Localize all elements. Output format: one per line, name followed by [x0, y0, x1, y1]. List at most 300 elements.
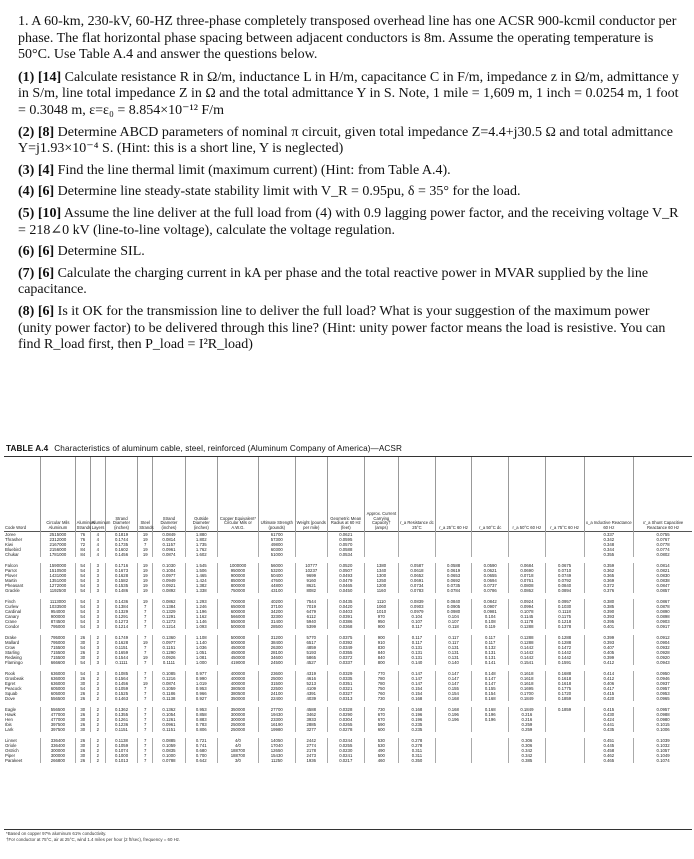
- table-cell: 1340: [364, 568, 399, 573]
- column-header: Code Word: [5, 525, 27, 531]
- table-cell: 0.0821: [634, 568, 692, 573]
- table-cell: 54: [75, 609, 90, 614]
- table-cell: 1250: [364, 578, 399, 583]
- table-cell: 57300: [258, 537, 295, 542]
- table-cell: 0.385: [509, 758, 546, 763]
- table-cell: 1.465: [185, 573, 217, 578]
- table-cell: 0.1436: [105, 599, 137, 604]
- table-cell: 0.0570: [327, 542, 364, 547]
- table-cell: 0.0904: [634, 640, 692, 645]
- table-cell: 0.117: [472, 635, 509, 640]
- table-cell: 874500: [41, 619, 76, 624]
- table-cell: 0.0241: [327, 753, 364, 758]
- table-cell: 3: [90, 614, 105, 619]
- table-cell: 0.1273: [153, 619, 185, 624]
- table-cell: 7: [138, 707, 153, 712]
- table-cell: 60300: [258, 547, 295, 552]
- table-cell: 84: [75, 552, 90, 557]
- table-cell: Flamingo: [5, 660, 23, 665]
- table-cell: 0.1602: [105, 547, 137, 552]
- table-cell: Finch: [5, 599, 16, 604]
- table-cell: 0.0932: [634, 645, 692, 650]
- table-cell: 0.196: [435, 712, 472, 717]
- table-cell: 1110: [364, 599, 399, 604]
- table-cell: 28500: [258, 624, 295, 629]
- table-cell: 7: [138, 727, 153, 732]
- table-cell: 6479: [295, 609, 327, 614]
- table-cell: 0.420: [584, 696, 634, 701]
- table-cell: 19980: [258, 727, 295, 732]
- table-cell: 0.1138: [153, 696, 185, 701]
- table-cell: 477000: [41, 712, 76, 717]
- table-cell: 7: [138, 650, 153, 655]
- table-cell: 0.148: [472, 671, 509, 676]
- column-header: x'_a Shunt Capacitive Reactance 60 Hz: [634, 457, 692, 532]
- table-cell: 0.0372: [327, 655, 364, 660]
- table-cell: 0.415: [584, 707, 634, 712]
- table-cell: 750000: [217, 588, 258, 593]
- table-cell: 26: [75, 738, 90, 743]
- table-cell: 460: [364, 758, 399, 763]
- table-cell: 0.117: [399, 640, 436, 645]
- table-cell: 0.0690: [509, 568, 546, 573]
- table-cell: 26: [75, 748, 90, 753]
- table-cell: 188700: [217, 753, 258, 758]
- table-cell: 0.1085: [153, 671, 185, 676]
- table-cell: 2167000: [41, 542, 76, 547]
- table-cell: Piper: [5, 753, 16, 758]
- problem-item: [18, 70, 680, 120]
- table-cell: 0.458: [584, 748, 634, 753]
- table-cell: 0.344: [584, 547, 634, 552]
- table-cell: 4588: [295, 707, 327, 712]
- table-cell: 4/0: [217, 743, 258, 748]
- table-cell: 0.0907: [472, 604, 509, 609]
- table-cell: 0.0903: [634, 619, 692, 624]
- table-cell: 0.0961: [153, 547, 185, 552]
- table-cell: 900: [364, 624, 399, 629]
- table-cell: 0.1525: [105, 691, 137, 696]
- table-cell: 0.1618: [509, 671, 546, 676]
- table-cell: 0.0403: [327, 609, 364, 614]
- table-cell: 0.1216: [153, 676, 185, 681]
- table-cell: 2: [90, 676, 105, 681]
- table-cell: Linnet: [5, 738, 17, 743]
- table-cell: 19430: [258, 712, 295, 717]
- table-cell: 0.1032: [634, 743, 692, 748]
- table-cell: 1.051: [185, 650, 217, 655]
- table-cell: 0.0849: [153, 532, 185, 538]
- table-cell: 0.0847: [634, 583, 692, 588]
- table-cell: 0.369: [584, 578, 634, 583]
- table-cell: 0.119: [472, 624, 509, 629]
- table-cell: 556500: [41, 707, 76, 712]
- table-cell: 31200: [258, 635, 295, 640]
- table-cell: 7: [138, 696, 153, 701]
- table-cell: 2: [90, 722, 105, 727]
- table-cell: 0.0465: [327, 583, 364, 588]
- table-cell: 2: [90, 640, 105, 645]
- table-cell: 830: [364, 645, 399, 650]
- table-cell: 0.462: [584, 753, 634, 758]
- table-cell: 54: [75, 604, 90, 609]
- table-cell: 0.147: [399, 676, 436, 681]
- table-cell: 397500: [41, 722, 76, 727]
- table-cell: 0.168: [399, 707, 436, 712]
- table-cell: 7: [138, 758, 153, 763]
- table-cell: 26: [75, 722, 90, 727]
- table-cell: 1113000: [41, 599, 76, 604]
- table-cell: 0.424: [584, 717, 634, 722]
- table-cell: 0.1849: [509, 707, 546, 712]
- table-cell: 0.927: [185, 696, 217, 701]
- table-cell: Joree: [5, 532, 16, 537]
- table-cell: 0.1074: [634, 758, 692, 763]
- table-cell: 0.306: [509, 743, 546, 748]
- table-cell: 0.1291: [153, 614, 185, 619]
- table-cell: 556500: [41, 696, 76, 701]
- table-cell: 0.0867: [634, 599, 692, 604]
- table-cell: 3: [90, 686, 105, 691]
- table-cell: 670: [364, 717, 399, 722]
- table-cell: 0.311: [399, 753, 436, 758]
- table-cell: 34600: [258, 655, 295, 660]
- table-cell: 7: [138, 691, 153, 696]
- table-cell: 0.131: [399, 655, 436, 660]
- table-cell: 0.1849: [509, 696, 546, 701]
- table-cell: 0.0290: [327, 712, 364, 717]
- table-cell: 1300: [364, 573, 399, 578]
- table-cell: 26: [75, 712, 90, 717]
- table-cell: 380500: [217, 691, 258, 696]
- column-header: Geometric Mean Radius at 60 Hz (feet): [327, 457, 364, 532]
- table-cell: 37100: [258, 604, 295, 609]
- table-cell: 0.0479: [327, 578, 364, 583]
- table-cell: 0.259: [509, 727, 546, 732]
- table-cell: 8082: [295, 588, 327, 593]
- table-cell: Lark: [5, 727, 14, 732]
- table-cell: 25000: [258, 676, 295, 681]
- table-cell: 3277: [295, 727, 327, 732]
- table-cell: 4859: [295, 645, 327, 650]
- table-cell: 0.414: [584, 671, 634, 676]
- table-cell: 0.0520: [327, 563, 364, 568]
- table-cell: 0.399: [584, 635, 634, 640]
- table-cell: 0.342: [509, 748, 546, 753]
- table-cell: 0.1463: [105, 696, 137, 701]
- table-cell: 51000: [258, 552, 295, 557]
- table-cell: 3: [90, 573, 105, 578]
- problem-item-text: Calculate the charging current in kA per phase and the total reactive power in MVAR supplied by the line capacitance.: [18, 265, 649, 298]
- table-cell: 1.735: [185, 542, 217, 547]
- table-cell: 4: [90, 542, 105, 547]
- table-cell: 730: [364, 707, 399, 712]
- table-cell: 0.155: [435, 686, 472, 691]
- table-cell: 650000: [217, 604, 258, 609]
- table-cell: 0.104: [435, 614, 472, 619]
- table-cell: 30: [75, 640, 90, 645]
- table-cell: 56000: [258, 563, 295, 568]
- table-cell: 22500: [258, 686, 295, 691]
- problem-item: [18, 163, 680, 180]
- table-cell: 0.445: [584, 743, 634, 748]
- table-cell: 5940: [295, 619, 327, 624]
- table-cell: 24100: [258, 691, 295, 696]
- table-header-row: [4, 457, 692, 532]
- table-cell: 0.0313: [327, 696, 364, 701]
- table-cell: 0.0838: [634, 578, 692, 583]
- table-cell: 19: [138, 563, 153, 568]
- table-cell: 0.0493: [327, 573, 364, 578]
- table-cell: 1.802: [185, 537, 217, 542]
- table-cell: 30: [75, 743, 90, 748]
- table-cell: 0.0392: [327, 640, 364, 645]
- table-cell: 0.0621: [327, 532, 364, 538]
- table-cell: 4: [90, 537, 105, 542]
- table-cell: 2156000: [41, 547, 76, 552]
- table-cell: 1936: [295, 758, 327, 763]
- table-cell: Eagle: [5, 707, 16, 712]
- table-cell: 0.1059: [153, 686, 185, 691]
- table-cell: 0.1111: [105, 660, 137, 665]
- table-cell: 0.1175: [545, 614, 584, 619]
- table-cell: 0.196: [399, 717, 436, 722]
- column-header: Strand Diameter (inches): [153, 457, 185, 532]
- table-cell: 3: [90, 583, 105, 588]
- table-cell: 7: [138, 660, 153, 665]
- table-cell: 0.0808: [509, 583, 546, 588]
- table-cell: 4109: [295, 686, 327, 691]
- table-cell: 605000: [41, 691, 76, 696]
- table-cell: 636000: [41, 676, 76, 681]
- table-cell: 400000: [217, 671, 258, 676]
- table-cell: 19: [138, 588, 153, 593]
- table-cell: 1.506: [185, 568, 217, 573]
- table-cell: Squab: [5, 691, 18, 696]
- table-cell: 950: [364, 619, 399, 624]
- table-cell: Oriole: [5, 743, 17, 748]
- table-cell: 3: [90, 563, 105, 568]
- table-cell: 0.154: [399, 691, 436, 696]
- table-cell: 9699: [295, 573, 327, 578]
- table-cell: 15430: [258, 753, 295, 758]
- table-cell: 500000: [217, 635, 258, 640]
- table-cell: 4391: [295, 691, 327, 696]
- table-cell: 7: [138, 671, 153, 676]
- table-cell: [545, 758, 584, 763]
- table-cell: 0.154: [399, 686, 436, 691]
- table-cell: 8621: [295, 583, 327, 588]
- table-cell: 0.953: [185, 686, 217, 691]
- table-cell: 11250: [258, 758, 295, 763]
- table-cell: 600000: [217, 609, 258, 614]
- table-cell: 0.0842: [472, 599, 509, 604]
- table-cell: 44800: [258, 583, 295, 588]
- table-cell: 0.278: [399, 738, 436, 743]
- table-cell: Cardinal: [5, 609, 22, 614]
- table-cell: 54: [75, 624, 90, 629]
- table-cell: 0.107: [399, 619, 436, 624]
- table-cell: 954000: [41, 609, 76, 614]
- table-cell: 0.168: [399, 696, 436, 701]
- table-cell: 0.1442: [545, 650, 584, 655]
- table-cell: 350000: [217, 707, 258, 712]
- table-cell: 300000: [41, 748, 76, 753]
- table-cell: 2: [90, 681, 105, 686]
- column-header: Steel Strands: [138, 457, 153, 532]
- table-cell: 19: [138, 578, 153, 583]
- table-cell: 0.1145: [509, 614, 546, 619]
- table-cell: 54: [75, 671, 90, 676]
- table-cell: 5770: [295, 635, 327, 640]
- table-cell: 780: [364, 676, 399, 681]
- table-cell: 3: [90, 568, 105, 573]
- table-cell: 0.147: [435, 676, 472, 681]
- column-header: r_a 25°C 60 Hz: [435, 457, 472, 532]
- table-cell: 0.196: [472, 717, 509, 722]
- table-cell: Martin: [5, 578, 17, 583]
- table-cell: 0.0921: [153, 583, 185, 588]
- table-cell: 0.1074: [105, 748, 137, 753]
- table-cell: 24500: [258, 660, 295, 665]
- table-cell: 5865: [295, 655, 327, 660]
- table-cell: 0.399: [584, 655, 634, 660]
- table-cell: 0.131: [472, 650, 509, 655]
- table-cell: 350000: [217, 696, 258, 701]
- table-cell: 0.342: [509, 753, 546, 758]
- table-cell: 30: [75, 681, 90, 686]
- table-cell: 53200: [258, 568, 295, 573]
- table-cell: 0.0840: [435, 599, 472, 604]
- table-cell: Condor: [5, 624, 20, 629]
- table-cell: 566000: [217, 614, 258, 619]
- table-cell: 0.1456: [105, 552, 137, 557]
- table-cell: Mallard: [5, 640, 20, 645]
- table-cell: 0.0619: [435, 568, 472, 573]
- conductor-table: [4, 457, 692, 763]
- table-cell: 0.0761: [509, 578, 546, 583]
- table-cell: 970: [364, 614, 399, 619]
- table-cell: 0.0894: [545, 588, 584, 593]
- table-cell: 0.0265: [327, 722, 364, 727]
- table-cell: 0.147: [435, 671, 472, 676]
- table-cell: 0.1362: [153, 707, 185, 712]
- table-cell: 0.0375: [327, 635, 364, 640]
- table-cell: 0.0878: [634, 604, 692, 609]
- table-cell: 530: [364, 743, 399, 748]
- table-cell: 0.0980: [634, 717, 692, 722]
- table-cell: 54: [75, 599, 90, 604]
- table-cell: Grosbeak: [5, 676, 24, 681]
- table-cell: 0.0890: [634, 609, 692, 614]
- table-cell: Pheasant: [5, 583, 24, 588]
- table-cell: 19: [138, 681, 153, 686]
- table-cell: 0.1582: [105, 578, 137, 583]
- column-header: x_a Inductive Reactance 60 Hz: [584, 457, 634, 532]
- table-cell: 0.0337: [327, 660, 364, 665]
- table-cell: 0.0435: [327, 599, 364, 604]
- problem-item-text: Is it OK for the transmission line to deliver the full load? What is your suggestion of the maximum power (unity power factor) to be delivered through this line? (Hint: unity power factor means the load is resistive. You can find R_load first, then P_load = I²R_load): [18, 303, 666, 353]
- table-cell: 0.131: [472, 655, 509, 660]
- table-cell: 0.1059: [105, 686, 137, 691]
- table-cell: 0.407: [584, 645, 634, 650]
- table-cell: 3: [90, 609, 105, 614]
- table-cell: 19: [138, 583, 153, 588]
- table-cell: 61700: [258, 532, 295, 538]
- table-cell: 0.0928: [634, 650, 692, 655]
- table-cell: 19: [138, 640, 153, 645]
- problem-item-number: (5) [10]: [18, 205, 62, 221]
- table-cell: 3: [90, 624, 105, 629]
- table-cell: 0.168: [435, 696, 472, 701]
- table-cell: 7544: [295, 599, 327, 604]
- problem-item-text: Assume the line deliver at the full load from (4) with 0.9 lagging power factor, and the receiving voltage V_R = 218∠0 kV (line-to-line voltage), calculate the voltage regulation.: [18, 205, 679, 238]
- problem-item-text: Determine SIL.: [57, 244, 145, 260]
- table-cell: 0.0920: [634, 655, 692, 660]
- table-cell: 0.1290: [153, 650, 185, 655]
- table-cell: Drake: [5, 635, 17, 640]
- table-cell: 0.465: [584, 758, 634, 763]
- table-cell: 1.762: [185, 547, 217, 552]
- table-cell: 300000: [217, 712, 258, 717]
- table-cell: 26: [75, 635, 90, 640]
- table-cell: 2312000: [41, 537, 76, 542]
- table-cell: 0.1214: [153, 624, 185, 629]
- table-cell: 0.140: [399, 660, 436, 665]
- table-cell: 2: [90, 717, 105, 722]
- table-cell: 0.1695: [509, 686, 546, 691]
- table-cell: 0.0783: [399, 588, 436, 593]
- table-cell: 0.0244: [327, 738, 364, 743]
- table-cell: 0.0534: [327, 552, 364, 557]
- table-cell: 530: [364, 738, 399, 743]
- table-cell: Chukar: [5, 552, 19, 557]
- table-cell: 0.1735: [105, 542, 137, 547]
- table-cell: 7: [138, 717, 153, 722]
- table-cell: 7: [138, 604, 153, 609]
- table-cell: 3462: [295, 712, 327, 717]
- table-cell: 0.1618: [509, 681, 546, 686]
- table-cell: 0.117: [399, 635, 436, 640]
- column-header: r_a 75°C 60 Hz: [545, 457, 584, 532]
- table-cell: 0.1378: [545, 624, 584, 629]
- table-cell: 0.0351: [327, 681, 364, 686]
- table-cell: 0.0957: [634, 707, 692, 712]
- table-cell: 26: [75, 696, 90, 701]
- table-cell: 910: [364, 640, 399, 645]
- table-cell: 3: [90, 599, 105, 604]
- table-cell: Canary: [5, 614, 19, 619]
- table-cell: 54: [75, 568, 90, 573]
- table-cell: 950000: [217, 568, 258, 573]
- table-cell: 0.0926: [153, 655, 185, 660]
- table-cell: 0.147: [399, 681, 436, 686]
- table-cell: 19: [138, 537, 153, 542]
- table-cell: 0.1151: [105, 727, 137, 732]
- table-cell: 0.1288: [545, 635, 584, 640]
- table-cell: 840: [364, 650, 399, 655]
- table-cell: 31400: [258, 619, 295, 624]
- table-cell: 0.1178: [509, 619, 546, 624]
- table-cell: 0.154: [435, 691, 472, 696]
- table-cell: 0.1442: [545, 655, 584, 660]
- table-cell: 1380: [364, 563, 399, 568]
- problem-item-number: (4) [6]: [18, 184, 55, 200]
- table-cell: 0.0684: [509, 563, 546, 568]
- table-cell: 0.1030: [153, 563, 185, 568]
- table-cell: 0.196: [472, 712, 509, 717]
- table-cell: 0.0961: [153, 722, 185, 727]
